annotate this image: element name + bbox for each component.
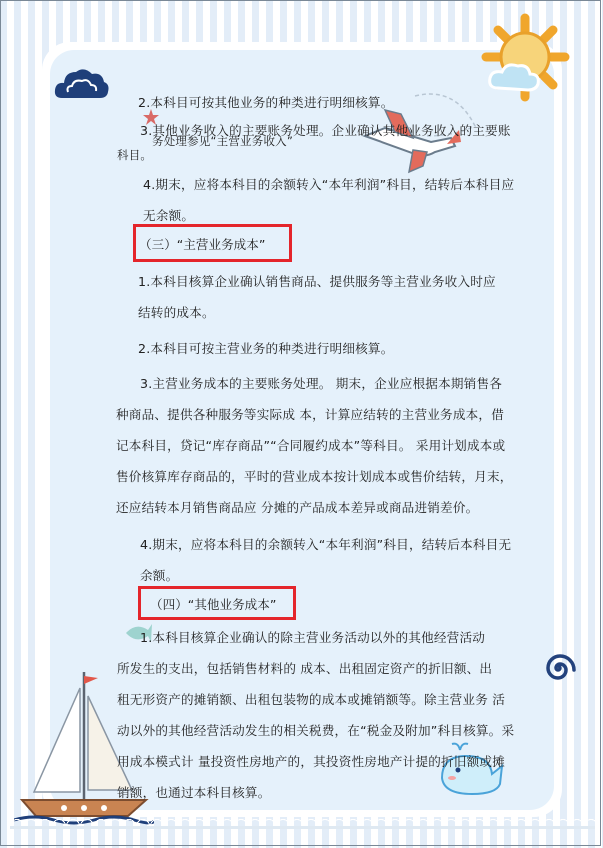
paragraph-line: 记本科目，贷记“库存商品”“合同履约成本”等科目。 采用计划成本或: [116, 438, 506, 453]
paragraph-line: 3.主营业务成本的主要账务处理。 期末，企业应根据本期销售各: [140, 376, 503, 391]
paragraph-line: 余额。: [140, 568, 179, 583]
paragraph-line: 所发生的支出，包括销售材料的 成本、出租固定资产的折旧额、出: [117, 661, 493, 676]
paragraph-line: 3.其他业务收入的主要账务处理。企业确认其他业务收入的主要账: [140, 123, 511, 138]
paragraph-line: 动以外的其他经营活动发生的相关税费，在“税金及附加”科目核算。采: [117, 723, 515, 738]
paragraph-line: 科目。: [117, 148, 153, 162]
paragraph-line: 租无形资产的摊销额、出租包装物的成本或摊销额等。除主营业务 活: [117, 692, 506, 707]
paragraph-line: 种商品、提供各种服务等实际成 本，计算应结转的主营业务成本，借: [116, 407, 505, 422]
paragraph-line: 2.本科目可按其他业务的种类进行明细核算。: [138, 95, 394, 110]
paragraph-line: 4.期末，应将本科目的余额转入“本年利润”科目，结转后本科目无: [140, 537, 512, 552]
paragraph-line: 2.本科目可按主营业务的种类进行明细核算。: [138, 341, 394, 356]
paragraph-line: 销额，也通过本科目核算。: [117, 785, 271, 800]
section-heading: （四）“其他业务成本”: [150, 597, 277, 612]
section-heading: （三）“主营业务成本”: [139, 237, 266, 252]
paragraph-line: 用成本模式计 量投资性房地产的，其投资性房地产计提的折旧额或摊: [117, 754, 506, 769]
paragraph-line: 售价核算库存商品的，平时的营业成本按计划成本或售价结转，月末，: [116, 469, 513, 484]
paragraph-line: 1.本科目核算企业确认的除主营业务活动以外的其他经营活动: [140, 630, 486, 645]
paragraph-line: 务处理参见“主营业务收入”: [152, 134, 294, 148]
paragraph-line: 还应结转本月销售商品应 分摊的产品成本差异或商品进销差价。: [116, 500, 479, 515]
paragraph-line: 结转的成本。: [138, 305, 215, 320]
paragraph-line: 无余额。: [143, 208, 195, 223]
paragraph-line: 1.本科目核算企业确认销售商品、提供服务等主营业务收入时应: [138, 274, 496, 289]
paragraph-line: 4.期末，应将本科目的余额转入“本年利润”科目，结转后本科目应: [143, 177, 515, 192]
